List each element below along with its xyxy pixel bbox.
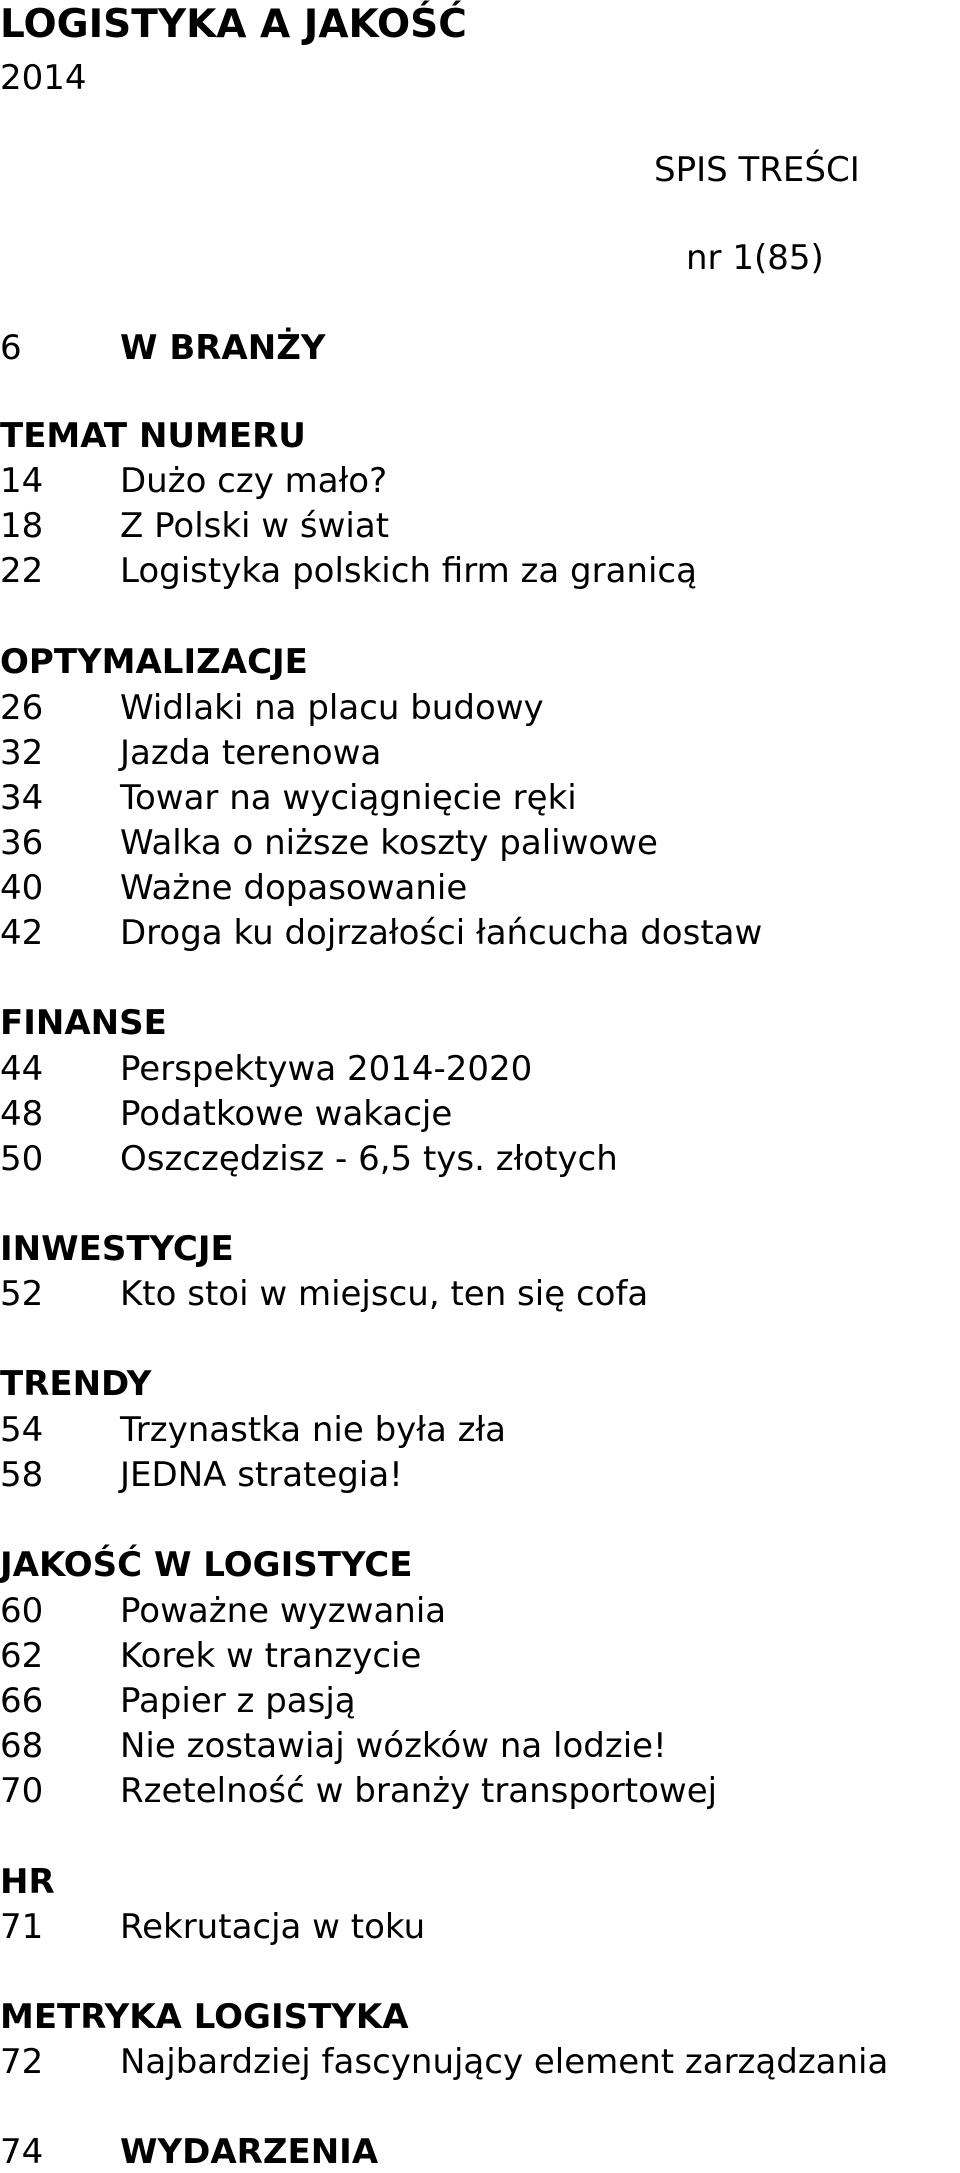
issue-number: nr 1(85) bbox=[686, 238, 824, 278]
toc-entry[interactable] bbox=[0, 2042, 888, 2083]
page-number: 14 bbox=[0, 461, 44, 501]
article-title: Z Polski w świat bbox=[120, 506, 390, 546]
article-title: Nie zostawiaj wózków na lodzie! bbox=[120, 1726, 667, 1766]
page-number: 71 bbox=[0, 1907, 44, 1947]
page-number: 54 bbox=[0, 1410, 44, 1450]
page-number: 58 bbox=[0, 1455, 44, 1495]
toc-entry[interactable] bbox=[0, 823, 658, 864]
article-title: Logistyka polskich firm za granicą bbox=[120, 551, 697, 591]
article-title: Jazda terenowa bbox=[120, 733, 382, 773]
toc-label: SPIS TREŚCI bbox=[654, 150, 860, 190]
page-number: 62 bbox=[0, 1636, 44, 1676]
page-number: 72 bbox=[0, 2042, 44, 2082]
page-number: 22 bbox=[0, 551, 44, 591]
article-title: Papier z pasją bbox=[120, 1681, 356, 1721]
article-title: Ważne dopasowanie bbox=[120, 868, 468, 908]
article-title: Droga ku dojrzałości łańcucha dostaw bbox=[120, 913, 763, 953]
article-title: Podatkowe wakacje bbox=[120, 1094, 453, 1134]
toc-entry[interactable] bbox=[0, 1591, 446, 1632]
toc-entry[interactable] bbox=[0, 506, 389, 547]
toc-entry[interactable] bbox=[0, 868, 467, 909]
article-title: Trzynastka nie była zła bbox=[120, 1410, 506, 1450]
section-heading: HR bbox=[0, 1862, 55, 1902]
section-heading: METRYKA LOGISTYKA bbox=[0, 1997, 409, 2037]
page-number: 50 bbox=[0, 1139, 44, 1179]
page-number: 70 bbox=[0, 1771, 44, 1811]
article-title: Najbardziej fascynujący element zarządzania bbox=[120, 2042, 889, 2082]
article-title: Korek w tranzycie bbox=[120, 1636, 422, 1676]
toc-entry[interactable] bbox=[0, 1681, 356, 1722]
section-title: W BRANŻY bbox=[120, 328, 326, 368]
page-number: 52 bbox=[0, 1274, 44, 1314]
toc-entry[interactable] bbox=[0, 688, 544, 729]
page-number: 40 bbox=[0, 868, 44, 908]
page-number: 26 bbox=[0, 688, 44, 728]
page-number: 34 bbox=[0, 778, 44, 818]
page-number: 60 bbox=[0, 1591, 44, 1631]
section-heading: JAKOŚĆ W LOGISTYCE bbox=[0, 1545, 413, 1585]
year: 2014 bbox=[0, 58, 87, 98]
toc-entry[interactable] bbox=[0, 2132, 378, 2173]
toc-entry[interactable] bbox=[0, 1274, 648, 1315]
page-number: 74 bbox=[0, 2132, 44, 2172]
section-heading: INWESTYCJE bbox=[0, 1229, 234, 1269]
page-number: 42 bbox=[0, 913, 44, 953]
article-title: Oszczędzisz - 6,5 tys. złotych bbox=[120, 1139, 618, 1179]
article-title: Towar na wyciągnięcie ręki bbox=[120, 778, 577, 818]
article-title: Kto stoi w miejscu, ten się cofa bbox=[120, 1274, 649, 1314]
toc-entry[interactable] bbox=[0, 1455, 403, 1496]
section-heading: TEMAT NUMERU bbox=[0, 416, 306, 456]
toc-entry[interactable] bbox=[0, 328, 325, 369]
toc-entry[interactable] bbox=[0, 461, 387, 502]
article-title: JEDNA strategia! bbox=[120, 1455, 403, 1495]
toc-entry[interactable] bbox=[0, 1094, 452, 1135]
section-heading: TRENDY bbox=[0, 1364, 152, 1404]
article-title: Walka o niższe koszty paliwowe bbox=[120, 823, 658, 863]
page-number: 18 bbox=[0, 506, 44, 546]
toc-entry[interactable] bbox=[0, 778, 577, 819]
article-title: Rzetelność w branży transportowej bbox=[120, 1771, 718, 1811]
page-number: 48 bbox=[0, 1094, 44, 1134]
page-number: 36 bbox=[0, 823, 44, 863]
page-number: 44 bbox=[0, 1049, 44, 1089]
toc-entry[interactable] bbox=[0, 1771, 717, 1812]
toc-entry[interactable] bbox=[0, 1907, 425, 1948]
page-number: 6 bbox=[0, 328, 22, 368]
toc-entry[interactable] bbox=[0, 1636, 421, 1677]
toc-entry[interactable] bbox=[0, 1139, 618, 1180]
page-number: 66 bbox=[0, 1681, 44, 1721]
article-title: Widlaki na placu budowy bbox=[120, 688, 544, 728]
toc-entry[interactable] bbox=[0, 733, 381, 774]
toc-entry[interactable] bbox=[0, 551, 697, 592]
section-heading: FINANSE bbox=[0, 1003, 167, 1043]
section-heading: OPTYMALIZACJE bbox=[0, 642, 308, 682]
toc-entry[interactable] bbox=[0, 913, 762, 954]
article-title: Dużo czy mało? bbox=[120, 461, 388, 501]
section-title: WYDARZENIA bbox=[120, 2132, 379, 2172]
page-number: 68 bbox=[0, 1726, 44, 1766]
toc-entry[interactable] bbox=[0, 1410, 506, 1451]
article-title: Poważne wyzwania bbox=[120, 1591, 447, 1631]
toc-entry[interactable] bbox=[0, 1049, 532, 1090]
page-number: 32 bbox=[0, 733, 44, 773]
article-title: Rekrutacja w toku bbox=[120, 1907, 426, 1947]
toc-entry[interactable] bbox=[0, 1726, 667, 1767]
magazine-title: LOGISTYKA A JAKOŚĆ bbox=[0, 2, 467, 47]
article-title: Perspektywa 2014-2020 bbox=[120, 1049, 533, 1089]
